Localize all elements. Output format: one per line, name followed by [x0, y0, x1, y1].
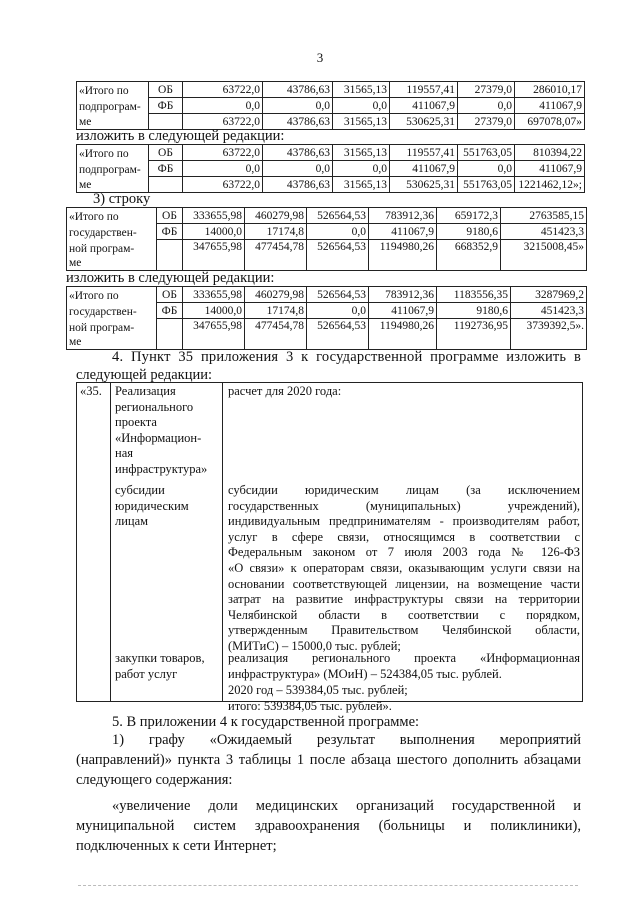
- value-cell: 31565,13: [333, 114, 390, 130]
- subsidy-text-line: индивидуальным предпринимателям - производителям работ,: [228, 514, 580, 529]
- row-label-cell: «Итого по: [67, 208, 157, 224]
- value-cell: 460279,98: [245, 208, 307, 224]
- value-cell: 9180,6: [437, 303, 511, 319]
- value-cell: 347655,98: [183, 319, 245, 350]
- paragraph-line: следующего содержания:: [76, 772, 233, 788]
- value-cell: 119557,41: [390, 82, 458, 98]
- value-cell: 43786,63: [263, 145, 333, 161]
- value-cell: 17174,8: [245, 224, 307, 240]
- page-bottom-edge: [78, 885, 578, 886]
- value-cell: 347655,98: [183, 240, 245, 271]
- source-cell: ОБ: [149, 145, 183, 161]
- value-cell: 530625,31: [390, 177, 458, 193]
- project-name-line: Реализация: [115, 384, 176, 398]
- item4-line2: следующей редакции:: [76, 367, 213, 383]
- row-label-cell: государствен-: [67, 224, 157, 240]
- source-cell: ОБ: [157, 208, 183, 224]
- paragraph-line: муниципальной систем здравоохранения (больницы и поликлиники),: [76, 818, 581, 834]
- value-cell: 1194980,26: [369, 240, 437, 271]
- row-label-cell: ной програм- ме: [67, 319, 157, 350]
- subsidy-text-line: субсидии юридическим лицам (за исключением: [228, 483, 580, 497]
- row-label-cell: ной програм- ме: [67, 240, 157, 271]
- value-cell: 31565,13: [333, 82, 390, 98]
- value-cell: 659172,3: [437, 208, 501, 224]
- row-instruction-3: 3) строку: [93, 191, 151, 207]
- row-label-cell: государствен-: [67, 303, 157, 319]
- item4-line1: 4. Пункт 35 приложения 3 к государственной программе изложить в: [112, 349, 581, 365]
- item35-calc-header: расчет для 2020 года:: [228, 384, 342, 398]
- value-cell: 9180,6: [437, 224, 501, 240]
- table-subprogram-total-old: [76, 81, 585, 130]
- value-cell: 0,0: [263, 161, 333, 177]
- value-cell: 31565,13: [333, 177, 390, 193]
- table-row: [77, 82, 585, 98]
- purchase-text-line: инфраструктура» (МОиН) – 524384,05 тыс. рублей.: [228, 667, 502, 681]
- table-row: [67, 303, 587, 319]
- value-cell: 17174,8: [245, 303, 307, 319]
- project-name-line: «Информацион-: [115, 430, 202, 445]
- value-cell: 43786,63: [263, 114, 333, 130]
- table-row: [67, 287, 587, 303]
- source-cell: [157, 240, 183, 271]
- value-cell: 63722,0: [183, 114, 263, 130]
- table-row: [77, 177, 585, 193]
- value-cell: 1221462,12»;: [515, 177, 585, 193]
- value-cell: 2763585,15: [501, 208, 587, 224]
- value-cell: 63722,0: [183, 145, 263, 161]
- row-label-cell: подпрограм-: [77, 98, 149, 114]
- table-row: [67, 319, 587, 350]
- subsidy-text-line: услуг в сфере связи, относящимся в соответствии с: [228, 529, 580, 544]
- table-row: [77, 145, 585, 161]
- value-cell: 3287969,2: [511, 287, 587, 303]
- project-name-line: проекта: [115, 415, 157, 430]
- value-cell: 411067,9: [390, 98, 458, 114]
- subsidy-text-line: Челябинской области в соответствии с порядком,: [228, 607, 580, 622]
- edit-instruction-1: изложить в следующей редакции:: [76, 128, 285, 144]
- row-label-cell: «Итого по: [67, 287, 157, 303]
- source-cell: [157, 319, 183, 350]
- value-cell: 411067,9: [515, 161, 585, 177]
- subsidy-text-line: (МИТиС) – 15000,0 тыс. рублей;: [228, 639, 401, 653]
- paragraph-line: подключенных к сети Интернет;: [76, 838, 277, 854]
- value-cell: 0,0: [458, 98, 515, 114]
- subsidy-label-line: юридическим: [115, 498, 189, 513]
- value-cell: 0,0: [183, 98, 263, 114]
- value-cell: 526564,53: [307, 208, 369, 224]
- table-subprogram-total-new: [76, 144, 585, 193]
- edit-instruction-2: изложить в следующей редакции:: [66, 270, 275, 286]
- subsidy-text-line: Федеральным законом от 7 июля 2003 года № 126-ФЗ: [228, 545, 580, 560]
- project-name-line: инфраструктура»: [115, 462, 208, 476]
- value-cell: 3739392,5».: [511, 319, 587, 350]
- row-label-cell: ме: [77, 177, 149, 193]
- value-cell: 0,0: [333, 98, 390, 114]
- row-label-cell: «Итого по: [77, 82, 149, 98]
- source-cell: ФБ: [149, 98, 183, 114]
- purchase-label-line: работ услуг: [115, 666, 178, 681]
- value-cell: 1183556,35: [437, 287, 511, 303]
- row-label-cell: «Итого по: [77, 145, 149, 161]
- value-cell: 411067,9: [369, 303, 437, 319]
- value-cell: 14000,0: [183, 224, 245, 240]
- subsidy-text-line: утвержденным Правительством Челябинской области,: [228, 623, 580, 638]
- purchase-text-line: реализация регионального проекта «Информационная: [228, 651, 580, 665]
- source-cell: [149, 177, 183, 193]
- value-cell: 411067,9: [390, 161, 458, 177]
- value-cell: 477454,78: [245, 319, 307, 350]
- value-cell: 27379,0: [458, 82, 515, 98]
- item35-total-all: итого: 539384,05 тыс. рублей».: [228, 699, 392, 713]
- value-cell: 668352,9: [437, 240, 501, 271]
- project-name-line: ная: [115, 446, 133, 461]
- table-row: [77, 98, 585, 114]
- table-row: [67, 240, 587, 271]
- value-cell: 119557,41: [390, 145, 458, 161]
- value-cell: 0,0: [333, 161, 390, 177]
- source-cell: ФБ: [157, 303, 183, 319]
- value-cell: 0,0: [307, 303, 369, 319]
- paragraph-line: (направлений)» пункта 3 таблицы 1 после абзаца шестого дополнить абзацами: [76, 752, 581, 768]
- value-cell: 27379,0: [458, 114, 515, 130]
- value-cell: 460279,98: [245, 287, 307, 303]
- subsidy-text-line: «О связи» к операторам связи, оказывающим услуги связи на: [228, 561, 580, 575]
- value-cell: 526564,53: [307, 240, 369, 271]
- value-cell: 783912,36: [369, 287, 437, 303]
- purchase-label-line: закупки товаров,: [115, 651, 205, 665]
- value-cell: 526564,53: [307, 287, 369, 303]
- value-cell: 697078,07»: [515, 114, 585, 130]
- value-cell: 530625,31: [390, 114, 458, 130]
- row-label-cell: подпрограм-: [77, 161, 149, 177]
- value-cell: 63722,0: [183, 82, 263, 98]
- value-cell: 333655,98: [183, 287, 245, 303]
- paragraph-line: 1) графу «Ожидаемый результат выполнения мероприятий: [112, 732, 581, 748]
- paragraph-line: «увеличение доли медицинских организаций государственной и: [112, 798, 581, 814]
- source-cell: ОБ: [149, 82, 183, 98]
- table-program-total-new: [66, 286, 587, 350]
- page-number: 3: [316, 50, 324, 65]
- value-cell: 411067,9: [515, 98, 585, 114]
- value-cell: 551763,05: [458, 145, 515, 161]
- table-row: [67, 224, 587, 240]
- value-cell: 1192736,95: [437, 319, 511, 350]
- value-cell: 451423,3: [511, 303, 587, 319]
- value-cell: 783912,36: [369, 208, 437, 224]
- value-cell: 0,0: [183, 161, 263, 177]
- subsidy-label-line: лицам: [115, 514, 149, 529]
- item35-total-2020: 2020 год – 539384,05 тыс. рублей;: [228, 683, 408, 697]
- value-cell: 286010,17: [515, 82, 585, 98]
- table-row: [77, 161, 585, 177]
- item35-number: «35.: [80, 384, 102, 398]
- project-name-line: регионального: [115, 399, 194, 414]
- value-cell: 810394,22: [515, 145, 585, 161]
- value-cell: 1194980,26: [369, 319, 437, 350]
- table-program-total-old: [66, 207, 587, 271]
- value-cell: 477454,78: [245, 240, 307, 271]
- value-cell: 333655,98: [183, 208, 245, 224]
- source-cell: ФБ: [157, 224, 183, 240]
- source-cell: ОБ: [157, 287, 183, 303]
- source-cell: ФБ: [149, 161, 183, 177]
- subsidy-text-line: затрат на развитие инфраструктуры связи на территории: [228, 592, 580, 607]
- subsidy-text-line: основании соответствующей лицензии, на возмещение части: [228, 576, 580, 591]
- value-cell: 0,0: [263, 98, 333, 114]
- subsidy-label-line: субсидии: [115, 483, 165, 497]
- value-cell: 526564,53: [307, 319, 369, 350]
- value-cell: 43786,63: [263, 82, 333, 98]
- table-row: [67, 208, 587, 224]
- value-cell: 31565,13: [333, 145, 390, 161]
- value-cell: 63722,0: [183, 177, 263, 193]
- value-cell: 3215008,45»: [501, 240, 587, 271]
- value-cell: 14000,0: [183, 303, 245, 319]
- value-cell: 551763,05: [458, 177, 515, 193]
- value-cell: 0,0: [458, 161, 515, 177]
- value-cell: 43786,63: [263, 177, 333, 193]
- row-label-cell: ме: [77, 114, 149, 130]
- value-cell: 451423,3: [501, 224, 587, 240]
- value-cell: 411067,9: [369, 224, 437, 240]
- subsidy-text-line: государственных (муниципальных) учреждений),: [228, 498, 580, 513]
- item5-heading: 5. В приложении 4 к государственной программе:: [112, 714, 420, 730]
- value-cell: 0,0: [307, 224, 369, 240]
